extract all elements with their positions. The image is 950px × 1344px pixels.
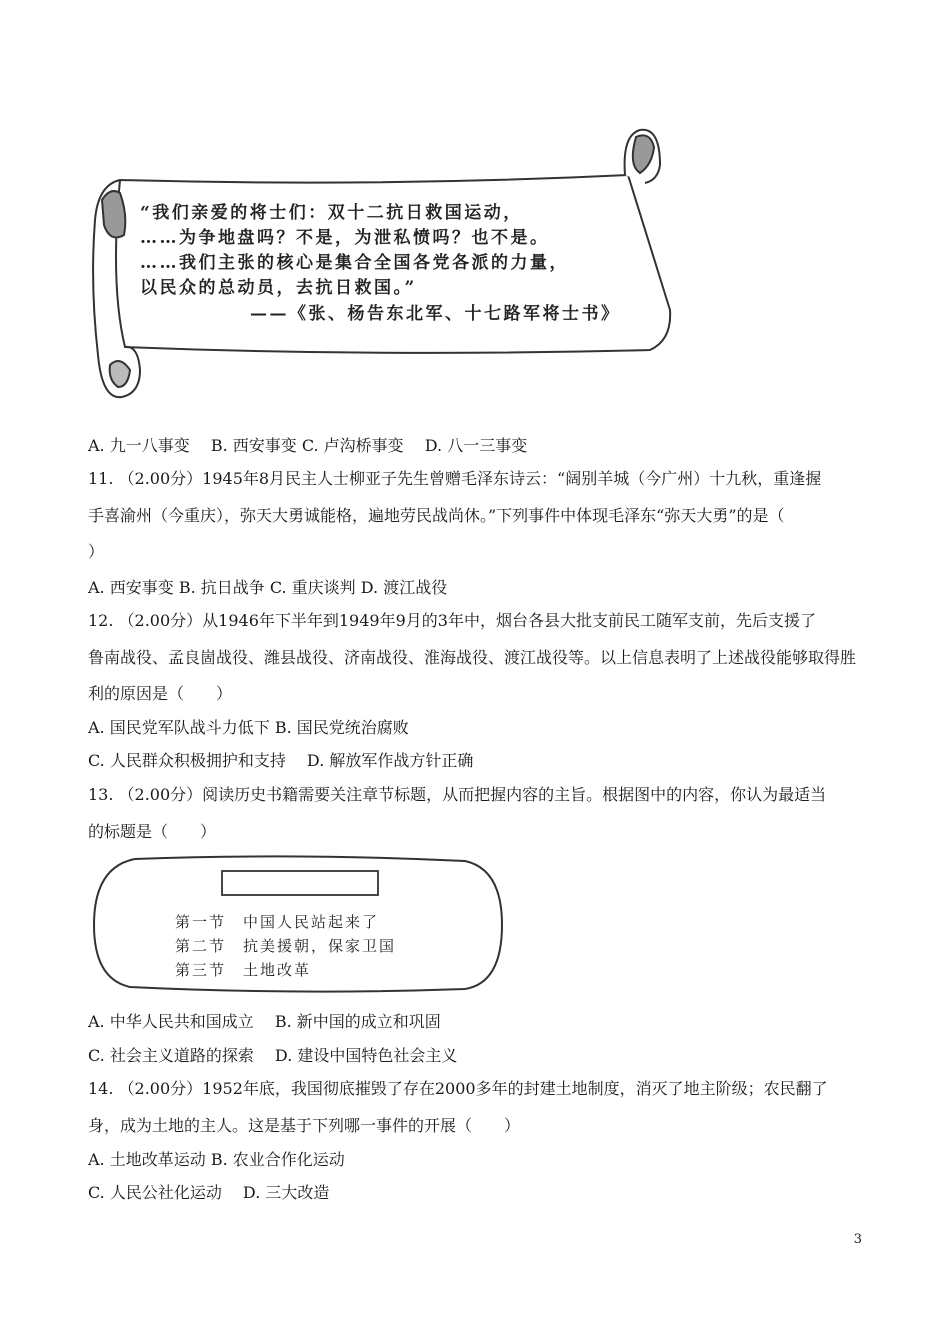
- q12-option-ab: A. 国民党军队战斗力低下 B. 国民党统治腐败: [88, 718, 409, 737]
- toc-section-3: 第三节 土地改革: [175, 961, 312, 979]
- q12-line-1: 12. （2.00分）从1946年下半年到1949年9月的3年中，烟台各县大批支前民工随军支前，先后支援了: [88, 611, 816, 630]
- scroll-line-2: ……为争地盘吗？不是，为泄私愤吗？也不是。: [140, 228, 550, 248]
- scroll-line-3: ……我们主张的核心是集合全国各党各派的力量，: [140, 253, 569, 273]
- scroll-line-4: 以民众的总动员，去抗日救国。”: [140, 278, 417, 298]
- page-number: 3: [853, 1232, 862, 1247]
- toc-section-2: 第二节 抗美援朝，保家卫国: [175, 937, 397, 955]
- q13-line-2: 的标题是（ ）: [88, 822, 217, 841]
- q13-line-1: 13. （2.00分）阅读历史书籍需要关注章节标题，从而把握内容的主旨。根据图中的内容，你认为最适当: [88, 785, 827, 804]
- q12-line-3: 利的原因是（ ）: [88, 684, 233, 703]
- q14-line-2: 身，成为土地的主人。这是基于下列哪一事件的开展（ ）: [88, 1116, 521, 1135]
- q11-line-1: 11. （2.00分）1945年8月民主人士柳亚子先生曾赠毛泽东诗云：“阔别羊城（今广州）十九秋，重逢握: [88, 469, 822, 488]
- q14-option-ab: A. 土地改革运动 B. 农业合作化运动: [88, 1150, 345, 1169]
- blank-title-box: [222, 871, 378, 895]
- q11-line-2: 手喜渝州（今重庆），弥天大勇诚能格，遍地劳民战尚休。”下列事件中体现毛泽东“弥天大勇”的是（: [88, 506, 785, 525]
- q14-line-1: 14. （2.00分）1952年底，我国彻底摧毁了存在2000多年的封建土地制度，消灭了地主阶级；农民翻了: [88, 1079, 828, 1098]
- toc-section-1: 第一节 中国人民站起来了: [175, 913, 380, 931]
- q13-option-cd: C. 社会主义道路的探索 D. 建设中国特色社会主义: [88, 1046, 458, 1065]
- q12-option-cd: C. 人民群众积极拥护和支持 D. 解放军作战方针正确: [88, 751, 474, 770]
- q11-line-3: ）: [88, 542, 105, 561]
- q11-options: A. 西安事变 B. 抗日战争 C. 重庆谈判 D. 渡江战役: [88, 578, 448, 597]
- scroll-line-1: “我们亲爱的将士们：双十二抗日救国运动，: [140, 203, 523, 223]
- q12-line-2: 鲁南战役、孟良崮战役、潍县战役、济南战役、淮海战役、渡江战役等。以上信息表明了上述战役能够取得胜: [88, 648, 857, 667]
- scroll-source: ——《张、杨告东北军、十七路军将士书》: [250, 304, 621, 324]
- q14-option-cd: C. 人民公社化运动 D. 三大改造: [88, 1183, 330, 1202]
- q10-options: A. 九一八事变 B. 西安事变 C. 卢沟桥事变 D. 八一三事变: [88, 436, 528, 455]
- q13-option-ab: A. 中华人民共和国成立 B. 新中国的成立和巩固: [88, 1012, 441, 1031]
